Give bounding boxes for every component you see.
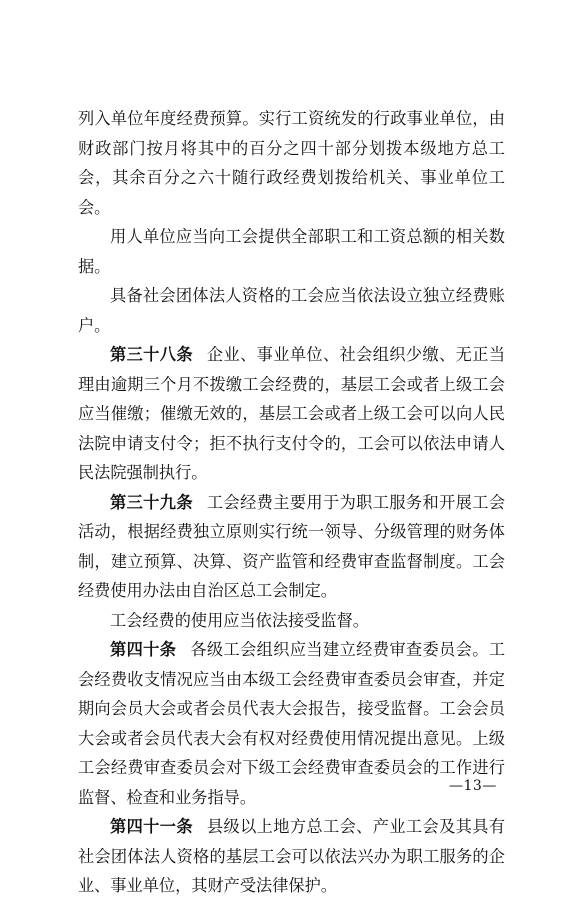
paragraph-continuation: [78, 104, 505, 222]
paragraph-employer-data: [78, 222, 505, 281]
article-40: [78, 635, 505, 812]
article-text: 工会经费主要用于为职工服务和开展工会活动，根据经费独立原则实行统一领导、分级管理的财务体制，建立预算、决算、资产监管和经费审查监督制度。工会经费使用办法由自治区总工会制定。: [78, 492, 506, 600]
page-number: —13—: [449, 778, 497, 794]
article-38: [78, 340, 505, 488]
paragraph-text: 工会经费的使用应当依法接受监督。: [110, 610, 369, 630]
paragraph-text: 用人单位应当向工会提供全部职工和工资总额的相关数据。: [78, 227, 505, 276]
article-text: 各级工会组织应当建立经费审查委员会。工会经费收支情况应当由本级工会经费审查委员会审查，并定期向会员大会或者会员代表大会报告，接受监督。工会会员大会或者会员代表大会有权对经费使用情况提出意见。上级工会经费审查委员会对下级工会经费审查委员会的工作进行监督、检查和业务指导。: [78, 640, 506, 807]
article-41: [78, 812, 505, 901]
document-body: [78, 104, 505, 901]
article-number: 第三十九条: [110, 492, 193, 512]
article-text: 企业、事业单位、社会组织少缴、无正当理由逾期三个月不拨缴工会经费的，基层工会或者上级工会应当催缴；催缴无效的，基层工会或者上级工会可以向人民法院申请支付令；拒不执行支付令的，工会可以依法申请人民法院强制执行。: [78, 345, 506, 482]
paragraph-independent-account: [78, 281, 505, 340]
paragraph-text: 列入单位年度经费预算。实行工资统发的行政事业单位，由财政部门按月将其中的百分之四十部分划拨本级地方总工会，其余百分之六十随行政经费划拨给机关、事业单位工会。: [78, 109, 505, 217]
paragraph-text: 具备社会团体法人资格的工会应当依法设立独立经费账户。: [78, 286, 505, 335]
article-number: 第三十八条: [110, 345, 193, 364]
article-text: 县级以上地方总工会、产业工会及其具有社会团体法人资格的基层工会可以依法兴办为职工服务的企业、事业单位，其财产受法律保护。: [78, 817, 506, 895]
article-39: [78, 488, 505, 606]
article-number: 第四十条: [110, 640, 177, 659]
paragraph-supervision: [78, 606, 505, 636]
article-number: 第四十一条: [110, 817, 193, 836]
